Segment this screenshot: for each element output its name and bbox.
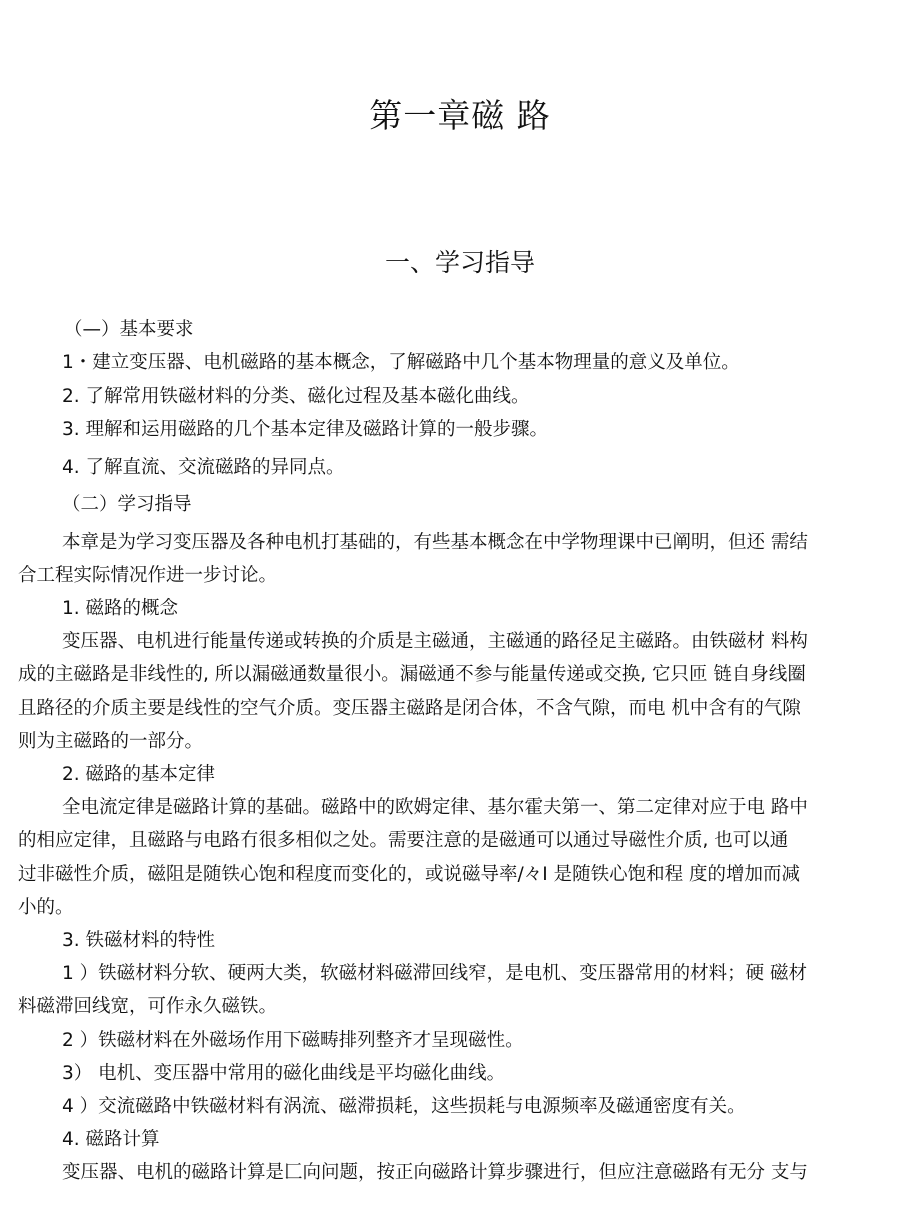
numbered-heading: 1. 磁路的概念 [62,598,179,619]
subheading-basic-requirements: （—）基本要求 [64,319,194,340]
list-item: 4. 了解直流、交流磁路的异同点。 [62,457,345,478]
paragraph-line: 过非磁性介质，磁阻是随铁心饱和程度而变化的，或说磁导率/々I 是随铁心饱和程 度的增加而减 [18,864,800,885]
paragraph-line: 本章是为学习变压器及各种电机打基础的，有些基本概念在中学物理课中已阐明，但还 需结 [62,532,808,553]
paragraph-line: 且路径的介质主要是线性的空气介质。变压器主磁路是闭合体，不含气隙，而电 机中含有的气隙 [18,698,801,719]
subheading-study-guide: （二）学习指导 [62,494,192,515]
paragraph-line: 全电流定律是磁路计算的基础。磁路中的欧姆定律、基尔霍夫第一、第二定律对应于电 路中 [62,797,808,818]
paragraph-line: 则为主磁路的一部分。 [18,731,204,752]
list-item: 1・建立变压器、电机磁路的基本概念，了解磁路中几个基本物理量的意义及单位。 [62,352,740,373]
paragraph-line: 小的。 [18,897,74,918]
list-item: 2 ）铁磁材料在外磁场作用下磁畴排列整齐才呈现磁性。 [62,1030,524,1051]
paragraph-line: 成的主磁路是非线性的, 所以漏磁通数量很小。漏磁通不参与能量传递或交换, 它只匝 链自身线圈 [18,664,806,685]
list-item: 4 ）交流磁路中铁磁材料有涡流、磁滞损耗，这些损耗与电源频率及磁通密度有关。 [62,1096,746,1117]
paragraph-line: 变压器、电机进行能量传递或转换的介质是主磁通，主磁通的路径足主磁路。由铁磁材 料构 [62,631,808,652]
numbered-heading: 3. 铁磁材料的特性 [62,930,216,951]
section-title: 一、学习指导 [384,248,535,277]
numbered-heading: 2. 磁路的基本定律 [62,764,216,785]
list-item: 3. 理解和运用磁路的几个基本定律及磁路计算的一般步骤。 [62,419,549,440]
paragraph-line: 的相应定律，且磁路与电路冇很多相似之处。需要注意的是磁通可以通过导磁性介质, 也可以通 [18,830,789,851]
paragraph-line: 合工程实际情况作进一步讨论。 [18,565,278,586]
list-item: 2. 了解常用铁磁材料的分类、磁化过程及基本磁化曲线。 [62,386,530,407]
paragraph-line: 变压器、电机的磁路计算是匚向问题，按正向磁路计算步骤进行，但应注意磁路有无分 支与 [62,1162,808,1183]
paragraph-line: 1 ）铁磁材料分软、硬两大类，软磁材料磁滞回线窄，是电机、变压器常用的材料；硬 磁材 [62,963,808,984]
paragraph-line: 料磁滞回线宽，可作永久磁铁。 [18,996,278,1017]
chapter-title: 第一章磁 路 [369,96,551,135]
numbered-heading: 4. 磁路计算 [62,1129,160,1150]
list-item: 3） 电机、变压器中常用的磁化曲线是平均磁化曲线。 [62,1063,506,1084]
